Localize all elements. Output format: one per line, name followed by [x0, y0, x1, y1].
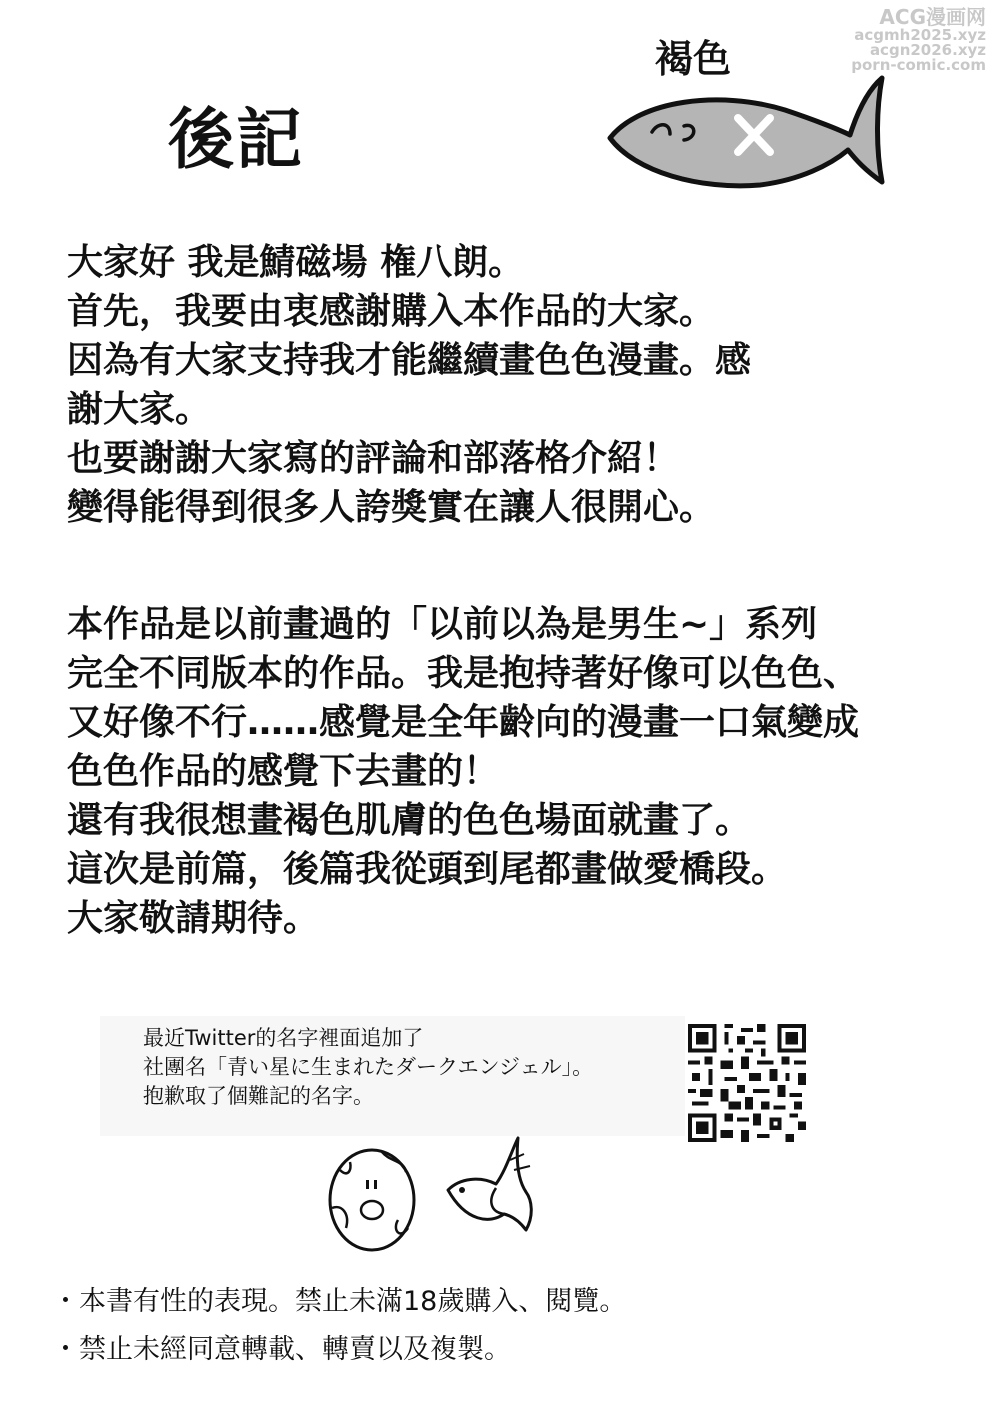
- notices: [52, 1278, 626, 1374]
- watermark-line: porn-comic.com: [851, 56, 986, 74]
- betta-fish-icon: [448, 1138, 531, 1230]
- note-line: 社團名「青い星に生まれたダークエンジェル」。: [143, 1055, 594, 1079]
- paragraph-line: 本作品是以前畫過的「以前以為是男生~」系列: [67, 604, 818, 645]
- paragraph-line: 首先，我要由衷感謝購入本作品的大家。: [67, 291, 716, 332]
- paragraph-line: 完全不同版本的作品。我是抱持著好像可以色色、: [67, 653, 860, 694]
- doodle-group: [320, 1130, 550, 1255]
- paragraph-line: 大家敬請期待。: [67, 898, 320, 939]
- notice-line: ・本書有性的表現。禁止未滿18歲購入、閱覽。: [52, 1286, 627, 1317]
- greeting-paragraph: [67, 238, 751, 532]
- note-line: 最近Twitter的名字裡面追加了: [143, 1026, 424, 1050]
- watermark-line: acgn2026.xyz: [869, 41, 986, 59]
- qr-code-icon[interactable]: [688, 1024, 806, 1142]
- twitter-note: [143, 1024, 593, 1111]
- page-title: 後記: [168, 101, 304, 178]
- planet-icon: [330, 1150, 414, 1250]
- paragraph-line: 也要謝謝大家寫的評論和部落格介紹！: [67, 438, 680, 479]
- notice-line: ・禁止未經同意轉載、轉賣以及複製。: [52, 1334, 511, 1365]
- paragraph-line: 變得能得到很多人誇獎實在讓人很開心。: [67, 487, 716, 528]
- watermark-line: acgmh2025.xyz: [854, 26, 986, 44]
- paragraph-line: 這次是前篇，後篇我從頭到尾都畫做愛橋段。: [67, 849, 788, 890]
- paragraph-line: 又好像不行……感覺是全年齡向的漫畫一口氣變成: [67, 702, 860, 743]
- paragraph-line: 大家好 我是鯖磁場 権八朗。: [67, 242, 525, 283]
- paragraph-line: 還有我很想畫褐色肌膚的色色場面就畫了。: [67, 800, 752, 841]
- paragraph-line: 因為有大家支持我才能繼續畫色色漫畫。感: [67, 340, 752, 381]
- paragraph-line: 謝大家。: [67, 389, 212, 430]
- note-line: 抱歉取了個難記的名字。: [143, 1084, 374, 1108]
- watermark-line: ACG漫画网: [879, 5, 986, 29]
- paragraph-line: 色色作品的感覺下去畫的！: [67, 751, 500, 792]
- about-paragraph: [67, 600, 859, 943]
- fish-icon: [600, 60, 890, 200]
- fish-label: 褐色: [655, 37, 732, 81]
